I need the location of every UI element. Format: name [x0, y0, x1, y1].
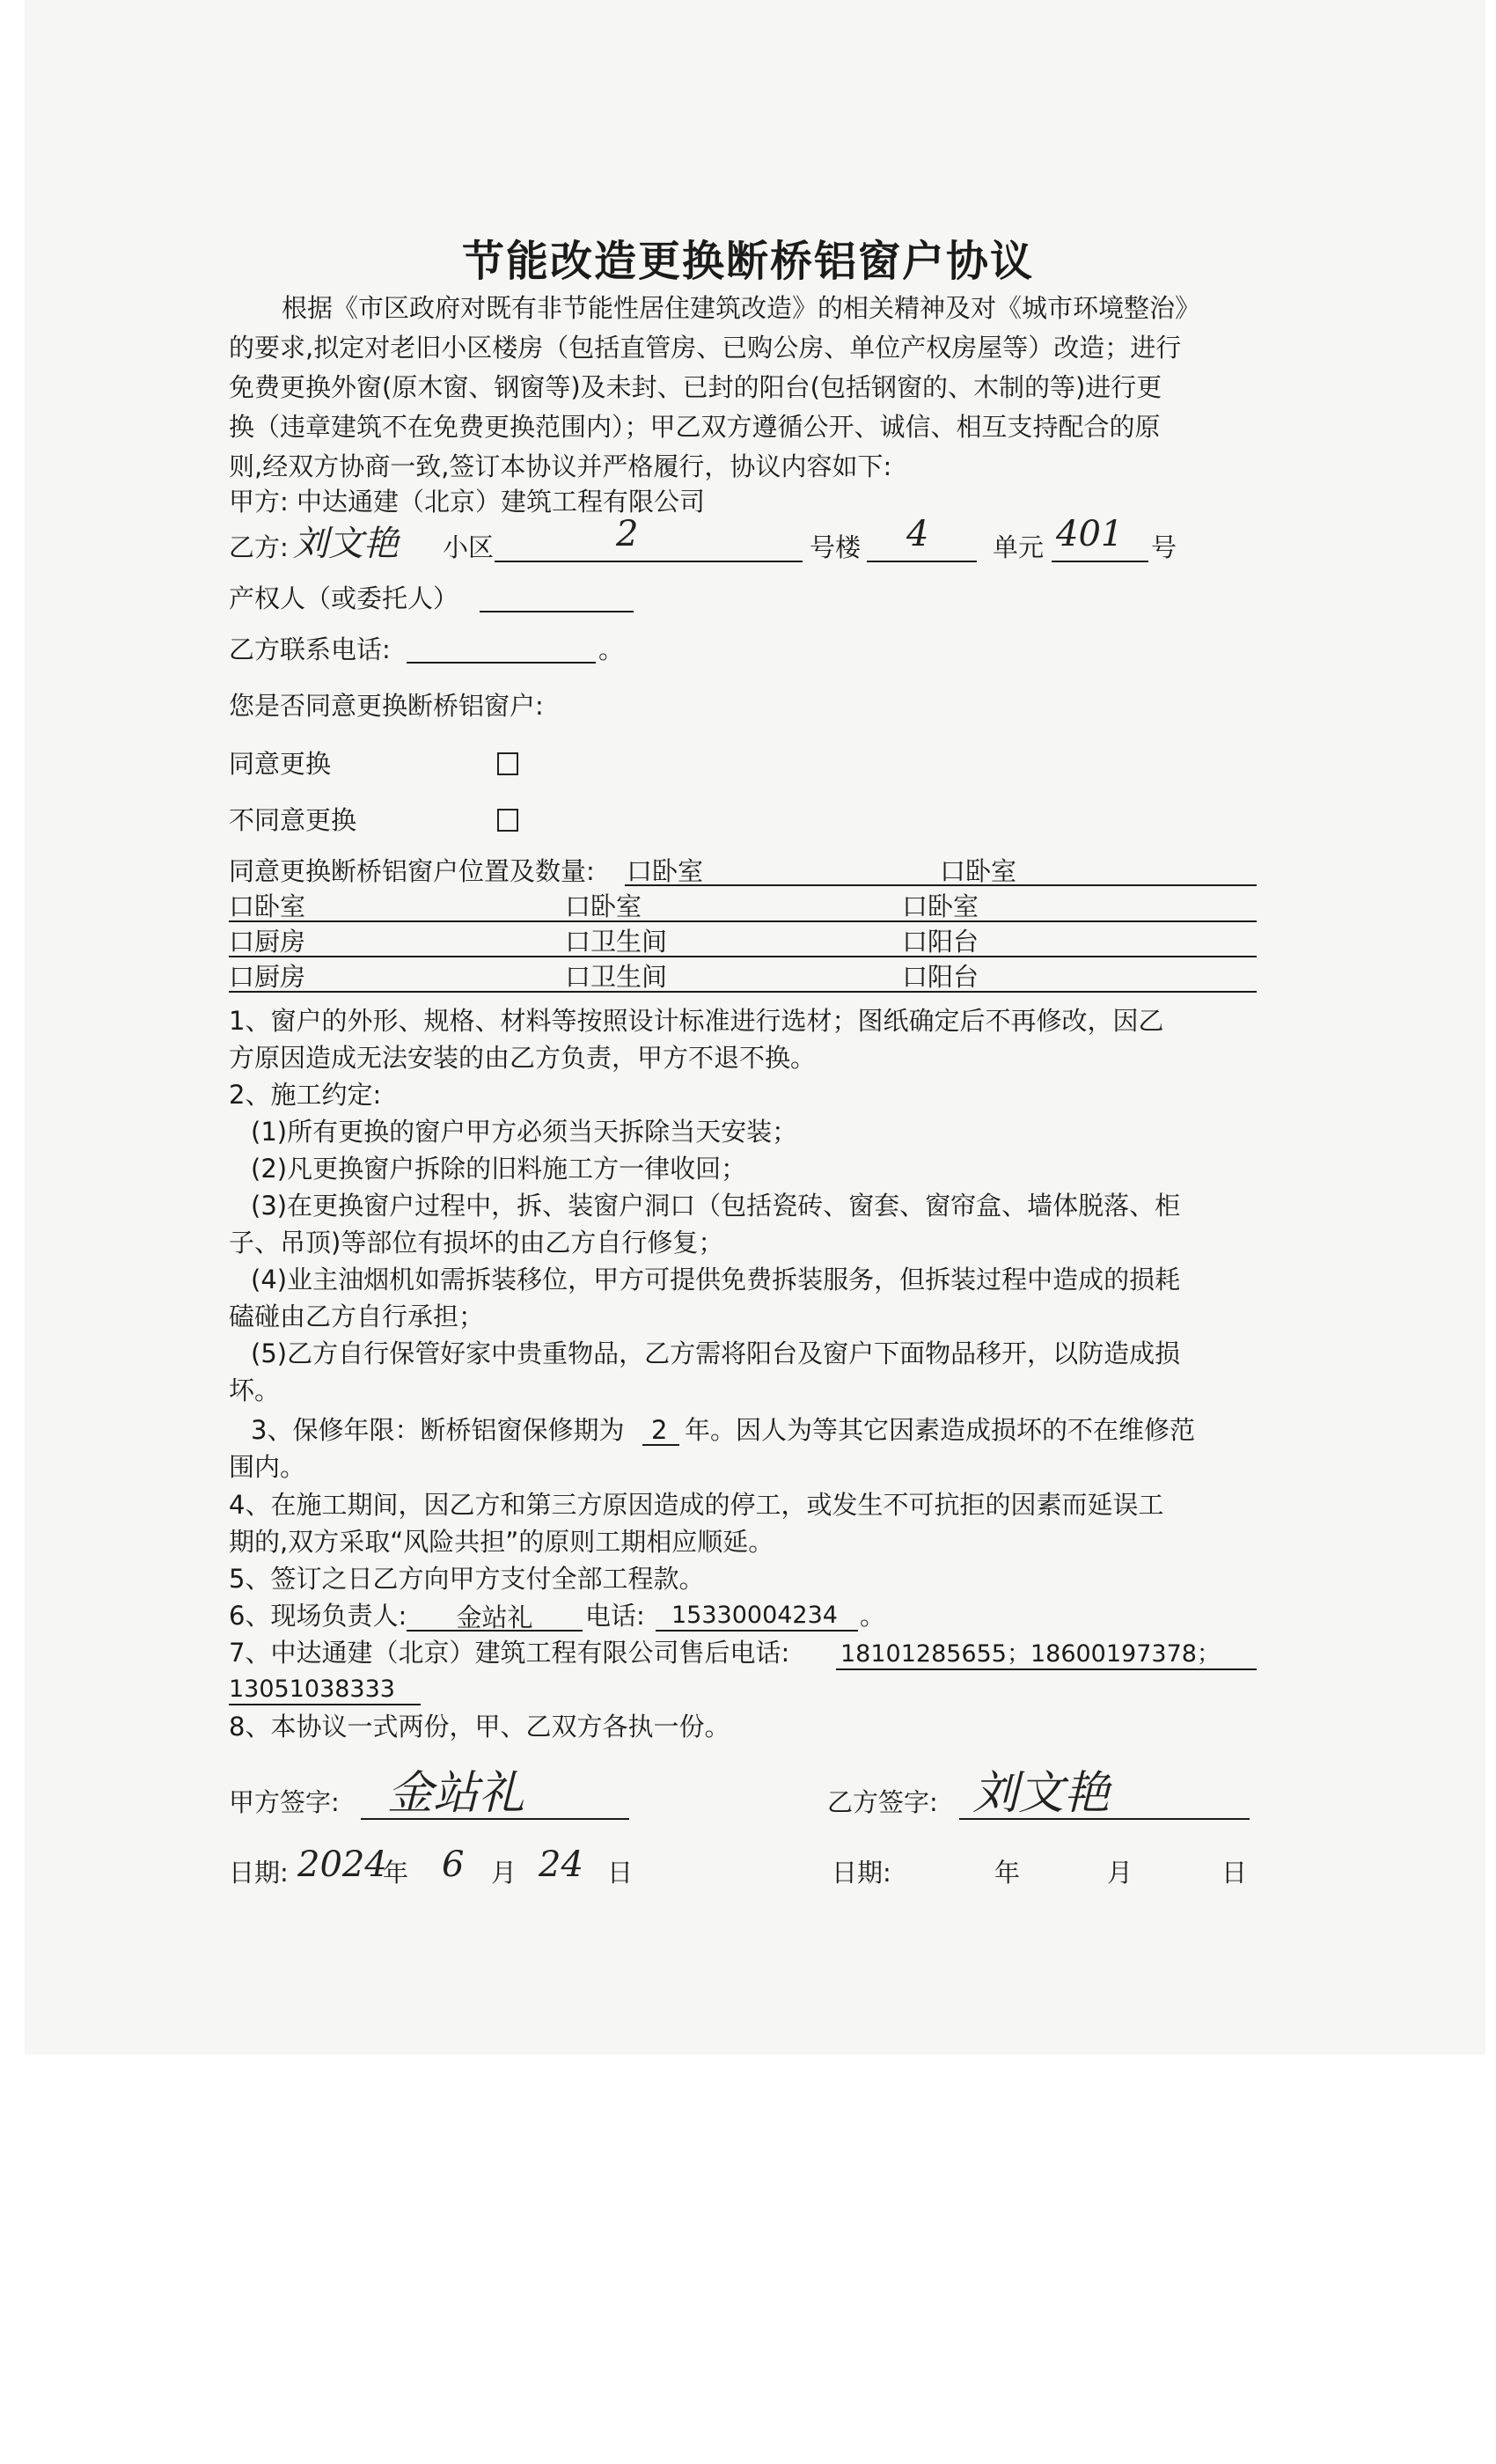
clause2-item-4b: 磕碰由乙方自行承担；: [229, 1302, 485, 1331]
clause3-years-underline: [642, 1444, 679, 1446]
clause2-item-1: (1)所有更换的窗户甲方必须当天拆除当天安装；: [251, 1117, 798, 1147]
document-title: 节能改造更换断桥铝窗户协议: [461, 237, 1034, 286]
position-label: 同意更换断桥铝窗户位置及数量:: [229, 856, 595, 886]
clause4-line-2: 期的,双方采取“风险共担”的原则工期相应顺延。: [229, 1527, 774, 1557]
clause2-item-2: (2)凡更换窗户拆除的旧料施工方一律收回；: [251, 1154, 747, 1184]
intro-line-4: 换（违章建筑不在免费更换范围内）；甲乙双方遵循公开、诚信、相互支持配合的原: [229, 412, 1161, 442]
room-option-r2c0[interactable]: 口厨房: [229, 927, 306, 957]
clause2-item-3a: (3)在更换窗户过程中，拆、装窗户洞口（包括瓷砖、窗套、窗帘盒、墙体脱落、柜: [251, 1191, 1181, 1221]
clause5: 5、签订之日乙方向甲方支付全部工程款。: [229, 1564, 705, 1594]
party-a-sign-label: 甲方签字:: [229, 1787, 340, 1817]
date-b-label: 日期:: [832, 1858, 891, 1888]
unit-label: 单元: [993, 532, 1045, 562]
party-a-signature: 金站礼: [387, 1767, 525, 1820]
intro-line-5: 则,经双方协商一致,签订本协议并严格履行，协议内容如下:: [229, 451, 892, 481]
grid-line-0: [625, 884, 1257, 886]
party-b-name-handwritten: 刘文艳: [293, 524, 399, 564]
room-option-r2c1[interactable]: 口卫生间: [565, 927, 668, 957]
clause6-label: 6、现场负责人:: [229, 1601, 407, 1631]
district-underline: [495, 561, 803, 562]
clause7-underline-1: [836, 1668, 1257, 1670]
owner-underline: [480, 611, 634, 612]
clause2-item-5a: (5)乙方自行保管好家中贵重物品，乙方需将阳台及窗户下面物品移开，以防造成损: [251, 1338, 1181, 1368]
clause2-item-4a: (4)业主油烟机如需拆装移位，甲方可提供免费拆装服务，但拆装过程中造成的损耗: [251, 1265, 1181, 1294]
clause3-line-1a: 3、保修年限：断桥铝窗保修期为: [251, 1415, 625, 1445]
agree-checkbox[interactable]: [497, 746, 518, 781]
room-option-r1c2[interactable]: 口卧室: [902, 891, 979, 921]
clause6-person: 金站礼: [456, 1602, 533, 1632]
room-option-r3c0[interactable]: 口厨房: [229, 962, 306, 992]
clause7-phones-1: 18101285655；18600197378；: [840, 1640, 1221, 1668]
question: 您是否同意更换断桥铝窗户:: [229, 691, 544, 721]
party-a: 甲方: 中达通建（北京）建筑工程有限公司: [229, 487, 705, 517]
clause6-phone-label: 电话:: [585, 1601, 645, 1631]
agree-label: 同意更换: [229, 749, 332, 779]
grid-line-2: [229, 956, 1257, 957]
phone-end: 。: [598, 634, 625, 664]
room-option-r3c2[interactable]: 口阳台: [902, 962, 979, 992]
phone-underline: [407, 662, 596, 664]
clause8: 8、本协议一式两份，甲、乙双方各执一份。: [229, 1712, 730, 1742]
date-a-day: 24: [539, 1844, 583, 1885]
date-a-year-label: 年: [383, 1858, 409, 1888]
clause7-phones-2: 13051038333: [229, 1676, 395, 1703]
party-b-sign-label: 乙方签字:: [827, 1787, 938, 1817]
room-value: 401: [1056, 514, 1124, 554]
room-option-r0c0[interactable]: 口卧室: [627, 856, 704, 886]
clause7-label: 7、中达通建（北京）建筑工程有限公司售后电话:: [229, 1638, 790, 1668]
clause1-line-1: 1、窗户的外形、规格、材料等按照设计标准进行选材；图纸确定后不再修改，因乙: [229, 1006, 1164, 1036]
owner-label: 产权人（或委托人）: [229, 583, 459, 613]
clause3-line-2: 围内。: [229, 1452, 306, 1482]
building-label: 号楼: [810, 532, 862, 562]
date-a-month: 6: [442, 1844, 465, 1885]
clause2-title: 2、施工约定:: [229, 1080, 382, 1110]
room-option-r1c0[interactable]: 口卧室: [229, 891, 306, 921]
clause3-years: 2: [651, 1415, 668, 1445]
room-label: 号: [1151, 532, 1177, 562]
grid-line-1: [229, 920, 1257, 922]
clause1-line-2: 方原因造成无法安装的由乙方负责，甲方不退不换。: [229, 1043, 817, 1073]
clause2-item-5b: 坏。: [229, 1375, 281, 1405]
room-option-r1c1[interactable]: 口卧室: [565, 891, 642, 921]
clause6-phone: 15330004234: [671, 1602, 838, 1629]
room-option-r3c1[interactable]: 口卫生间: [565, 962, 668, 992]
building-underline: [867, 561, 977, 562]
date-b-month-label: 月: [1107, 1858, 1133, 1888]
date-a-day-label: 日: [607, 1858, 634, 1888]
date-a-year: 2024: [297, 1844, 387, 1885]
disagree-label: 不同意更换: [229, 805, 357, 835]
party-b-label: 乙方:: [229, 532, 289, 562]
disagree-checkbox[interactable]: [497, 803, 518, 838]
clause6-end: 。: [860, 1601, 886, 1631]
clause3-line-1b: 年。因人为等其它因素造成损坏的不在维修范: [685, 1415, 1196, 1445]
room-option-r2c2[interactable]: 口阳台: [902, 927, 979, 957]
clause7-underline-2: [229, 1704, 421, 1705]
district-label: 小区: [443, 532, 495, 562]
date-b-year-label: 年: [994, 1858, 1021, 1888]
intro-line-1: 根据《市区政府对既有非节能性居住建筑改造》的相关精神及对《城市环境整治》: [282, 293, 1201, 323]
room-option-r0c1[interactable]: 口卧室: [940, 856, 1017, 886]
grid-line-3: [229, 991, 1257, 993]
date-a-label: 日期:: [229, 1858, 289, 1888]
building-value: 4: [906, 514, 929, 554]
clause4-line-1: 4、在施工期间，因乙方和第三方原因造成的停工，或发生不可抗拒的因素而延误工: [229, 1490, 1164, 1520]
intro-line-3: 免费更换外窗(原木窗、钢窗等)及未封、已封的阳台(包括钢窗的、木制的等)进行更: [229, 372, 1162, 402]
phone-label: 乙方联系电话:: [229, 634, 391, 664]
date-b-day-label: 日: [1221, 1858, 1248, 1888]
room-underline: [1052, 561, 1148, 562]
party-b-signature: 刘文艳: [972, 1767, 1111, 1820]
date-a-month-label: 月: [491, 1858, 517, 1888]
clause2-item-3b: 子、吊顶)等部位有损坏的由乙方自行修复；: [229, 1228, 724, 1258]
intro-line-2: 的要求,拟定对老旧小区楼房（包括直管房、已购公房、单位产权房屋等）改造；进行: [229, 333, 1182, 363]
district-value: 2: [616, 514, 639, 554]
